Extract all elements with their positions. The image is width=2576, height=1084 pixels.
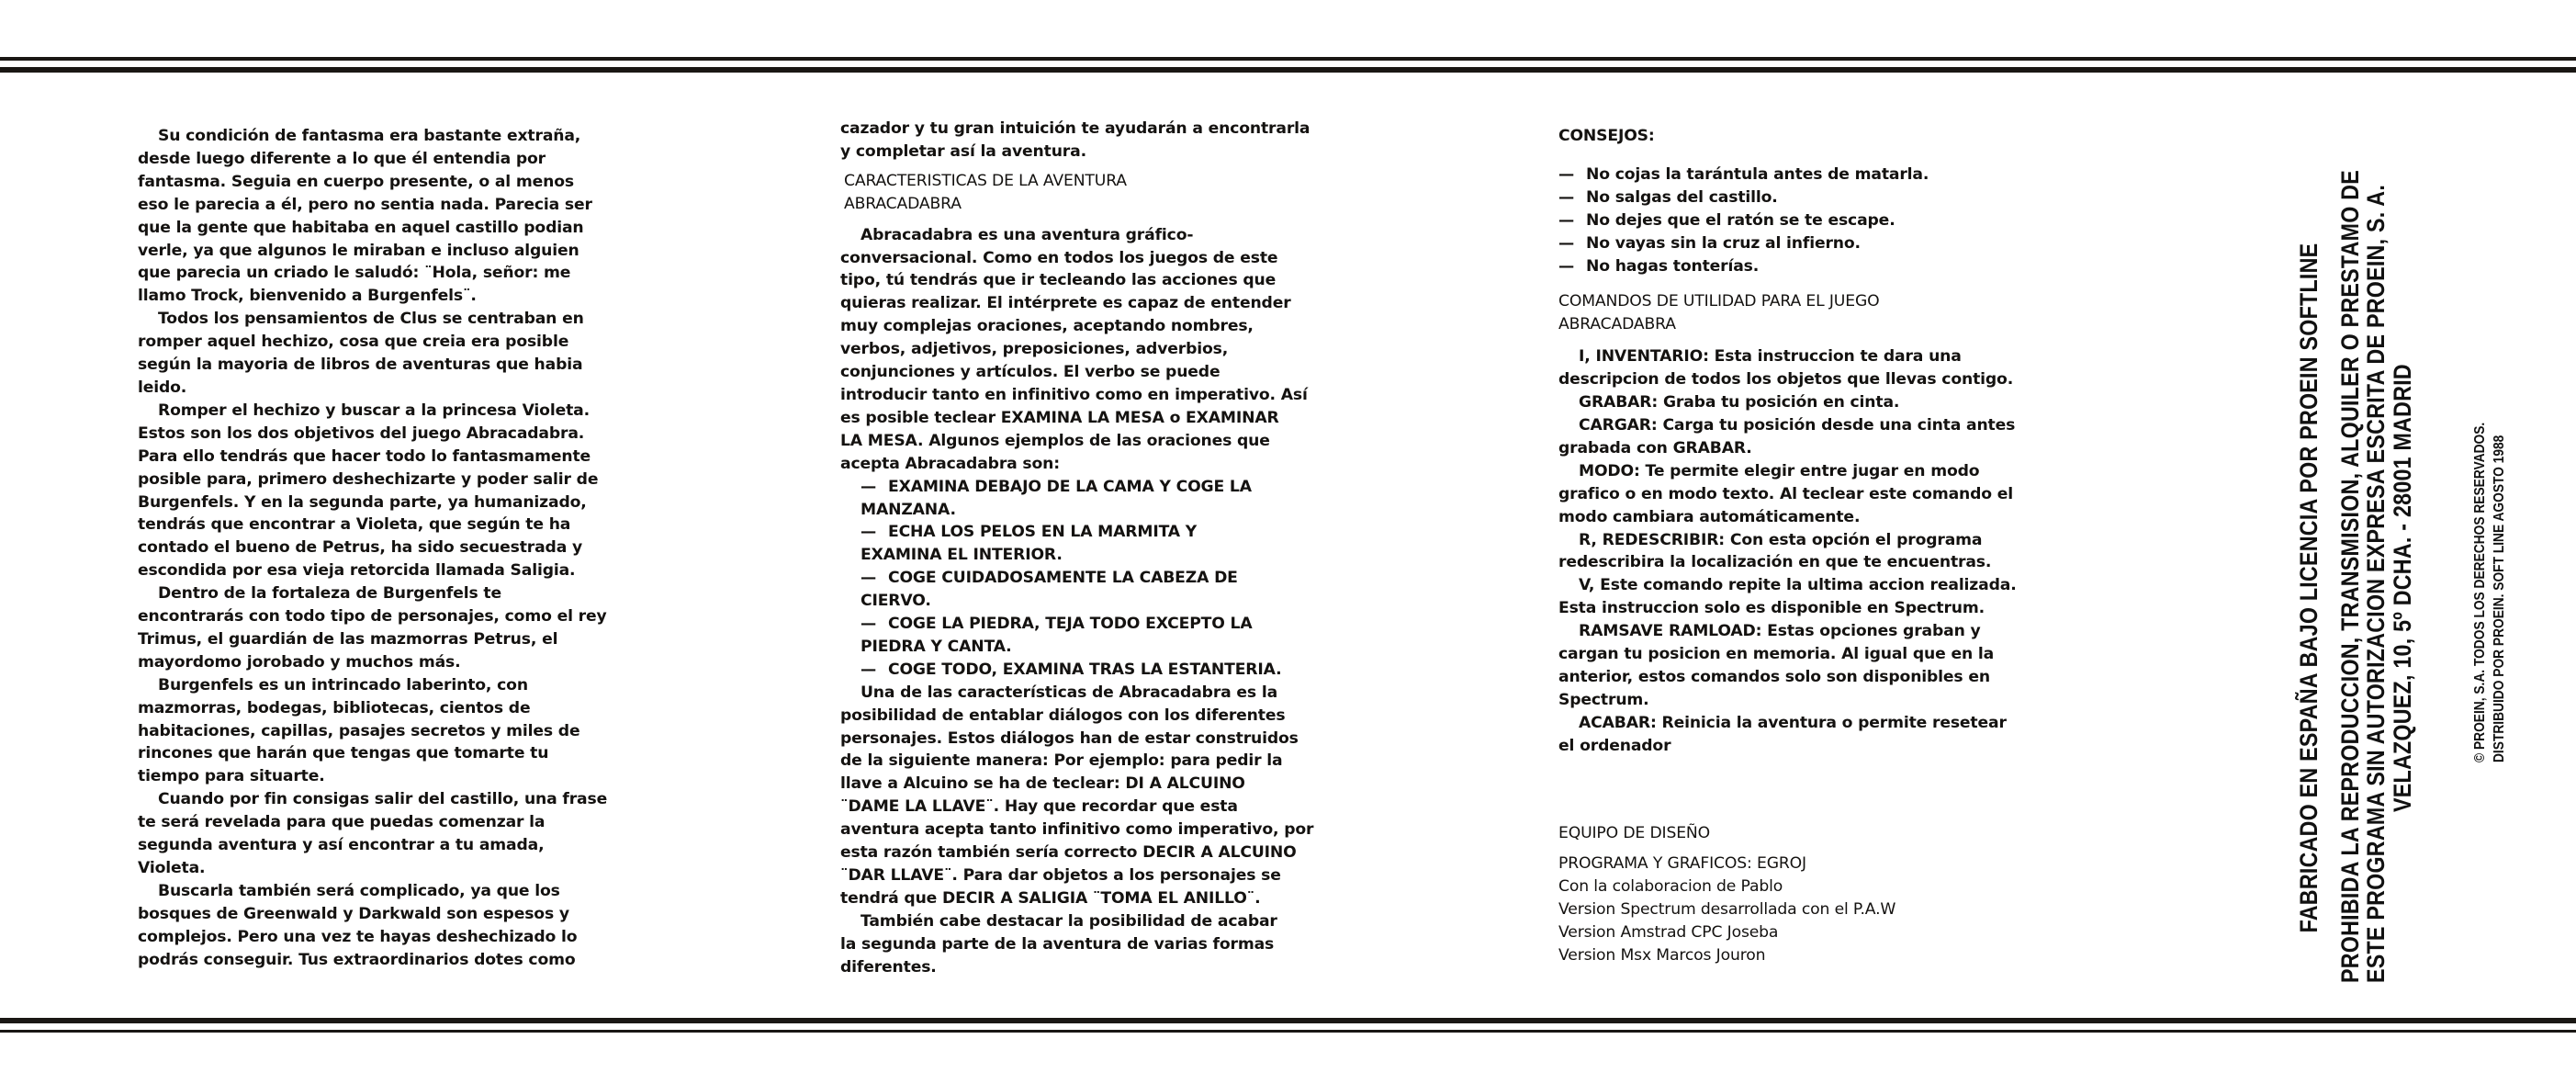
story-paragraph-line: que la gente que habitaba en aquel castillo podian <box>138 218 584 237</box>
dialog-paragraph-line: tendrá que DECIR A SALIGIA ¨TOMA EL ANILLO¨. <box>840 888 1261 908</box>
story-paragraph-line: tendrás que encontrar a Violeta, que según te ha <box>138 515 571 535</box>
spacer <box>1558 148 1999 164</box>
ending-paragraph-line: También cabe destacar la posibilidad de acabar <box>861 911 1277 931</box>
spacer <box>1558 844 1999 853</box>
command-description-line: ACABAR: Reinicia la aventura o permite resetear <box>1579 713 2007 732</box>
story-paragraph-line: posible para, primero deshechizarte y poder salir de <box>138 469 599 489</box>
dialog-paragraph-line: esta razón también sería correcto DECIR A ALCUINO <box>840 843 1297 863</box>
example-command <box>840 636 1299 659</box>
dash-bullet: — <box>1558 187 1575 207</box>
command-description-line: grabada con GRABAR. <box>1558 438 1752 457</box>
tip-item <box>1558 164 1999 186</box>
section-heading-commands: COMANDOS DE UTILIDAD PARA EL JUEGO <box>1558 292 1880 311</box>
spacer <box>1558 277 1999 290</box>
story-paragraph-line: escondida por esa vieja retorcida llamada Saligia. <box>138 561 576 581</box>
list-item-text: No vayas sin la cruz al infierno. <box>1586 233 1861 253</box>
command-description-line: GRABAR: Graba tu posición en cinta. <box>1579 393 1900 412</box>
command-description-line: MODO: Te permite elegir entre jugar en modo <box>1579 461 1980 480</box>
story-paragraph-line: encontrarás con todo tipo de personajes, como el rey <box>138 607 607 627</box>
list-item-text: No dejes que el ratón se te escape. <box>1586 210 1895 230</box>
story-paragraph-line: leido. <box>138 378 187 397</box>
copyright-notice <box>2470 320 2509 762</box>
spacer <box>840 164 1299 170</box>
features-paragraph-line: acepta Abracadabra son: <box>840 454 1060 473</box>
command-description-line: CARGAR: Carga tu posición desde una cinta antes <box>1579 415 2016 435</box>
features-paragraph-line: conversacional. Como en todos los juegos de este <box>840 248 1278 267</box>
command-description-line: descripcion de todos los objetos que llevas contigo. <box>1558 370 2014 390</box>
story-paragraph-line: Burgenfels es un intrincado laberinto, con <box>158 675 528 694</box>
features-paragraph-line: quieras realizar. El intérprete es capaz de entender <box>840 294 1291 313</box>
story-paragraph-line: Estos son los dos objetivos del juego Abracadabra. <box>138 423 585 443</box>
list-item-text: COGE LA PIEDRA, TEJA TODO EXCEPTO LA <box>888 615 1253 634</box>
tip-item <box>1558 186 1999 209</box>
story-paragraph-line: Cuando por fin consigas salir del castillo, una frase <box>158 790 608 809</box>
list-item-text: CIERVO. <box>861 592 931 611</box>
features-paragraph-line: muy complejas oraciones, aceptando nombres, <box>840 317 1254 336</box>
command-description-line: anterior, estos comandos solo son disponibles en <box>1558 667 1990 686</box>
example-command <box>840 659 1299 682</box>
story-paragraph-line: mazmorras, bodegas, bibliotecas, cientos de <box>138 698 531 717</box>
story-column <box>138 125 608 972</box>
top-rule-thick <box>0 67 2576 73</box>
credit-line: Version Spectrum desarrollada con el P.A.W <box>1558 900 1896 920</box>
features-paragraph-line: conjunciones y artículos. El verbo se puede <box>840 363 1221 382</box>
features-paragraph-line: introducir tanto en infinitivo como en imperativo. Así <box>840 385 1308 404</box>
spacer <box>1558 758 1999 822</box>
features-column <box>840 118 1314 979</box>
story-paragraph-line: Trimus, el guardián de las mazmorras Petrus, el <box>138 629 558 649</box>
example-command <box>840 567 1299 590</box>
story-paragraph-line: Burgenfels. Y en la segunda parte, ya humanizado, <box>138 492 587 512</box>
story-paragraph-line: Su condición de fantasma era bastante extraña, <box>158 127 581 145</box>
story-paragraph-line: mayordomo jorobado y muchos más. <box>138 652 461 672</box>
design-team-title: EQUIPO DE DISEÑO <box>1558 823 1711 842</box>
list-item-text: COGE CUIDADOSAMENTE LA CABEZA DE <box>888 569 1238 588</box>
legal-line-address: VELAZQUEZ, 10, 5º DCHA. - 28001 MADRID <box>2388 364 2416 812</box>
dash-bullet: — <box>861 615 877 634</box>
list-item-text: COGE TODO, EXAMINA TRAS LA ESTANTERIA. <box>888 660 1282 679</box>
features-paragraph-line: LA MESA. Algunos ejemplos de las oraciones que <box>840 431 1270 450</box>
story-paragraph-line: complejos. Pero una vez te hayas deshechizado lo <box>138 927 578 946</box>
story-paragraph-line: te será revelada para que puedas comenzar la <box>138 813 546 832</box>
list-item-text: PIEDRA Y CANTA. <box>861 637 1012 656</box>
distribution-line: DISTRIBUIDO POR PROEIN. SOFT LINE AGOSTO 1988 <box>2492 435 2507 762</box>
dash-bullet: — <box>861 569 877 588</box>
dash-bullet: — <box>861 477 877 496</box>
story-paragraph-line: segunda aventura y así encontrar a tu amada, <box>138 836 545 855</box>
tip-item <box>1558 209 1999 232</box>
story-paragraph-line: tiempo para situarte. <box>138 767 325 786</box>
intro-line: cazador y tu gran intuición te ayudarán a encontrarla <box>840 119 1310 138</box>
command-description-line: cargan tu posicion en memoria. Al igual que en la <box>1558 645 1995 664</box>
example-command <box>840 590 1299 613</box>
example-command <box>840 544 1299 567</box>
dialog-paragraph-line: aventura acepta tanto infinitivo como imperativo, por <box>840 820 1314 840</box>
dash-bullet: — <box>861 523 877 542</box>
command-description-line: redescribira la localización en que te encuentras. <box>1558 553 1992 572</box>
top-rule-thin <box>0 57 2576 61</box>
story-paragraph-line: Romper el hechizo y buscar a la princesa Violeta. <box>158 401 590 420</box>
command-description-line: I, INVENTARIO: Esta instruccion te dara una <box>1579 347 1962 367</box>
example-command <box>840 499 1299 522</box>
tip-item <box>1558 255 1999 278</box>
tips-title: CONSEJOS: <box>1558 127 1655 145</box>
features-paragraph-line: verbos, adjetivos, preposiciones, adverbios, <box>840 340 1229 359</box>
story-paragraph-line: romper aquel hechizo, cosa que creia era posible <box>138 333 569 352</box>
features-paragraph-line: es posible teclear EXAMINA LA MESA o EXAMINAR <box>840 408 1279 427</box>
story-paragraph-line: según la mayoria de libros de aventuras que habia <box>138 356 583 375</box>
story-paragraph-line: contado el bueno de Petrus, ha sido secuestrada y <box>138 538 583 558</box>
features-paragraph-line: Abracadabra es una aventura gráfico- <box>861 225 1194 244</box>
section-heading-commands: ABRACADABRA <box>1558 315 1676 334</box>
story-paragraph-line: podrás conseguir. Tus extraordinarios dotes como <box>138 950 576 969</box>
story-paragraph-line: llamo Trock, bienvenido a Burgenfels¨. <box>138 287 477 306</box>
features-paragraph-line: tipo, tú tendrás que ir tecleando las acciones que <box>840 271 1277 290</box>
dialog-paragraph-line: llave a Alcuino se ha de teclear: DI A ALCUINO <box>840 774 1245 794</box>
spacer <box>840 216 1299 224</box>
tips-commands-column <box>1558 125 2017 967</box>
credit-line: Version Amstrad CPC Joseba <box>1558 923 1779 943</box>
list-item-text: EXAMINA DEBAJO DE LA CAMA Y COGE LA <box>888 477 1252 496</box>
credit-line: Version Msx Marcos Jouron <box>1558 946 1766 965</box>
dialog-paragraph-line: de la siguiente manera: Por ejemplo: para pedir la <box>840 751 1283 771</box>
list-item-text: No hagas tonterías. <box>1586 256 1760 276</box>
command-description-line: Esta instruccion solo es disponible en Spectrum. <box>1558 599 1985 618</box>
command-description-line: RAMSAVE RAMLOAD: Estas opciones graban y <box>1579 622 1981 641</box>
story-paragraph-line: Dentro de la fortaleza de Burgenfels te <box>158 584 501 604</box>
dialog-paragraph-line: Una de las características de Abracadabra es la <box>861 683 1278 702</box>
tip-item <box>1558 232 1999 255</box>
command-description-line: R, REDESCRIBIR: Con esta opción el programa <box>1579 530 1983 549</box>
legal-line-program: ESTE PROGRAMA SIN AUTORIZACION EXPRESA ESCRITA DE PROEIN, S. A. <box>2362 184 2390 983</box>
story-paragraph-line: que parecia un criado le saludó: ¨Hola, señor: me <box>138 264 571 283</box>
story-paragraph-line: fantasma. Seguia en cuerpo presente, o al menos <box>138 172 574 191</box>
bottom-rule-thick <box>0 1018 2576 1023</box>
ending-paragraph-line: la segunda parte de la aventura de varias formas <box>840 934 1275 954</box>
legal-line-prohibited: PROHIBIDA LA REPRODUCCION, TRANSMISION, ALQUILER O PRESTAMO DE <box>2335 169 2364 983</box>
story-paragraph-line: Buscarla también será complicado, ya que los <box>158 881 560 900</box>
dash-bullet: — <box>861 660 877 679</box>
list-item-text: EXAMINA EL INTERIOR. <box>861 546 1063 565</box>
story-paragraph-line: Violeta. <box>138 859 206 877</box>
example-command <box>840 476 1299 499</box>
dialog-paragraph-line: ¨DAME LA LLAVE¨. Hay que recordar que esta <box>840 797 1238 817</box>
dash-bullet: — <box>1558 256 1575 276</box>
command-description-line: el ordenador <box>1558 736 1671 755</box>
bottom-rule-thin <box>0 1030 2576 1033</box>
credit-line: Con la colaboracion de Pablo <box>1558 877 1783 897</box>
command-description-line: Spectrum. <box>1558 690 1649 709</box>
credit-line: PROGRAMA Y GRAFICOS: EGROJ <box>1558 854 1806 874</box>
section-heading-features: CARACTERISTICAS DE LA AVENTURA <box>844 171 1127 190</box>
copyright-line: © PROEIN, S.A. TODOS LOS DERECHOS RESERVADOS. <box>2472 422 2488 762</box>
command-description-line: grafico o en modo texto. Al teclear este comando el <box>1558 484 2014 503</box>
list-item-text: ECHA LOS PELOS EN LA MARMITA Y <box>888 523 1198 542</box>
section-heading-features: ABRACADABRA <box>844 194 962 213</box>
story-paragraph-line: Todos los pensamientos de Clus se centraban en <box>158 310 584 329</box>
story-paragraph-line: Para ello tendrás que hacer todo lo fantasmamente <box>138 446 591 466</box>
example-command <box>840 613 1299 636</box>
legal-line-manufactured: FABRICADO EN ESPAÑA BAJO LICENCIA POR PROEIN SOFTLINE <box>2295 243 2323 933</box>
ending-paragraph-line: diferentes. <box>840 957 937 977</box>
story-paragraph-line: desde luego diferente a lo que él entendia por <box>138 149 546 168</box>
list-item-text: MANZANA. <box>861 500 956 519</box>
dialog-paragraph-line: personajes. Estos diálogos han de estar construidos <box>840 728 1299 748</box>
story-paragraph-line: eso le parecia a él, pero no sentia nada. Parecia ser <box>138 195 592 214</box>
command-description-line: V, Este comando repite la ultima accion realizada. <box>1579 576 2017 595</box>
list-item-text: No salgas del castillo. <box>1586 187 1778 207</box>
dash-bullet: — <box>1558 164 1575 184</box>
story-paragraph-line: bosques de Greenwald y Darkwald son espesos y <box>138 904 569 923</box>
dialog-paragraph-line: posibilidad de entablar diálogos con los diferentes <box>840 706 1286 725</box>
list-item-text: No cojas la tarántula antes de matarla. <box>1586 164 1929 184</box>
dialog-paragraph-line: ¨DAR LLAVE¨. Para dar objetos a los personajes se <box>840 866 1281 885</box>
story-paragraph-line: verle, ya que algunos le miraban e incluso alguien <box>138 241 579 260</box>
story-paragraph-line: rincones que harán que tengas que tomarte tu <box>138 744 549 763</box>
dash-bullet: — <box>1558 233 1575 253</box>
intro-line: y completar así la aventura. <box>840 141 1086 161</box>
spacer <box>1558 336 1999 345</box>
command-description-line: modo cambiara automáticamente. <box>1558 507 1861 526</box>
legal-notice <box>2295 169 2416 983</box>
dash-bullet: — <box>1558 210 1575 230</box>
story-paragraph-line: habitaciones, capillas, pasajes secretos y miles de <box>138 721 580 740</box>
example-command <box>840 521 1299 544</box>
